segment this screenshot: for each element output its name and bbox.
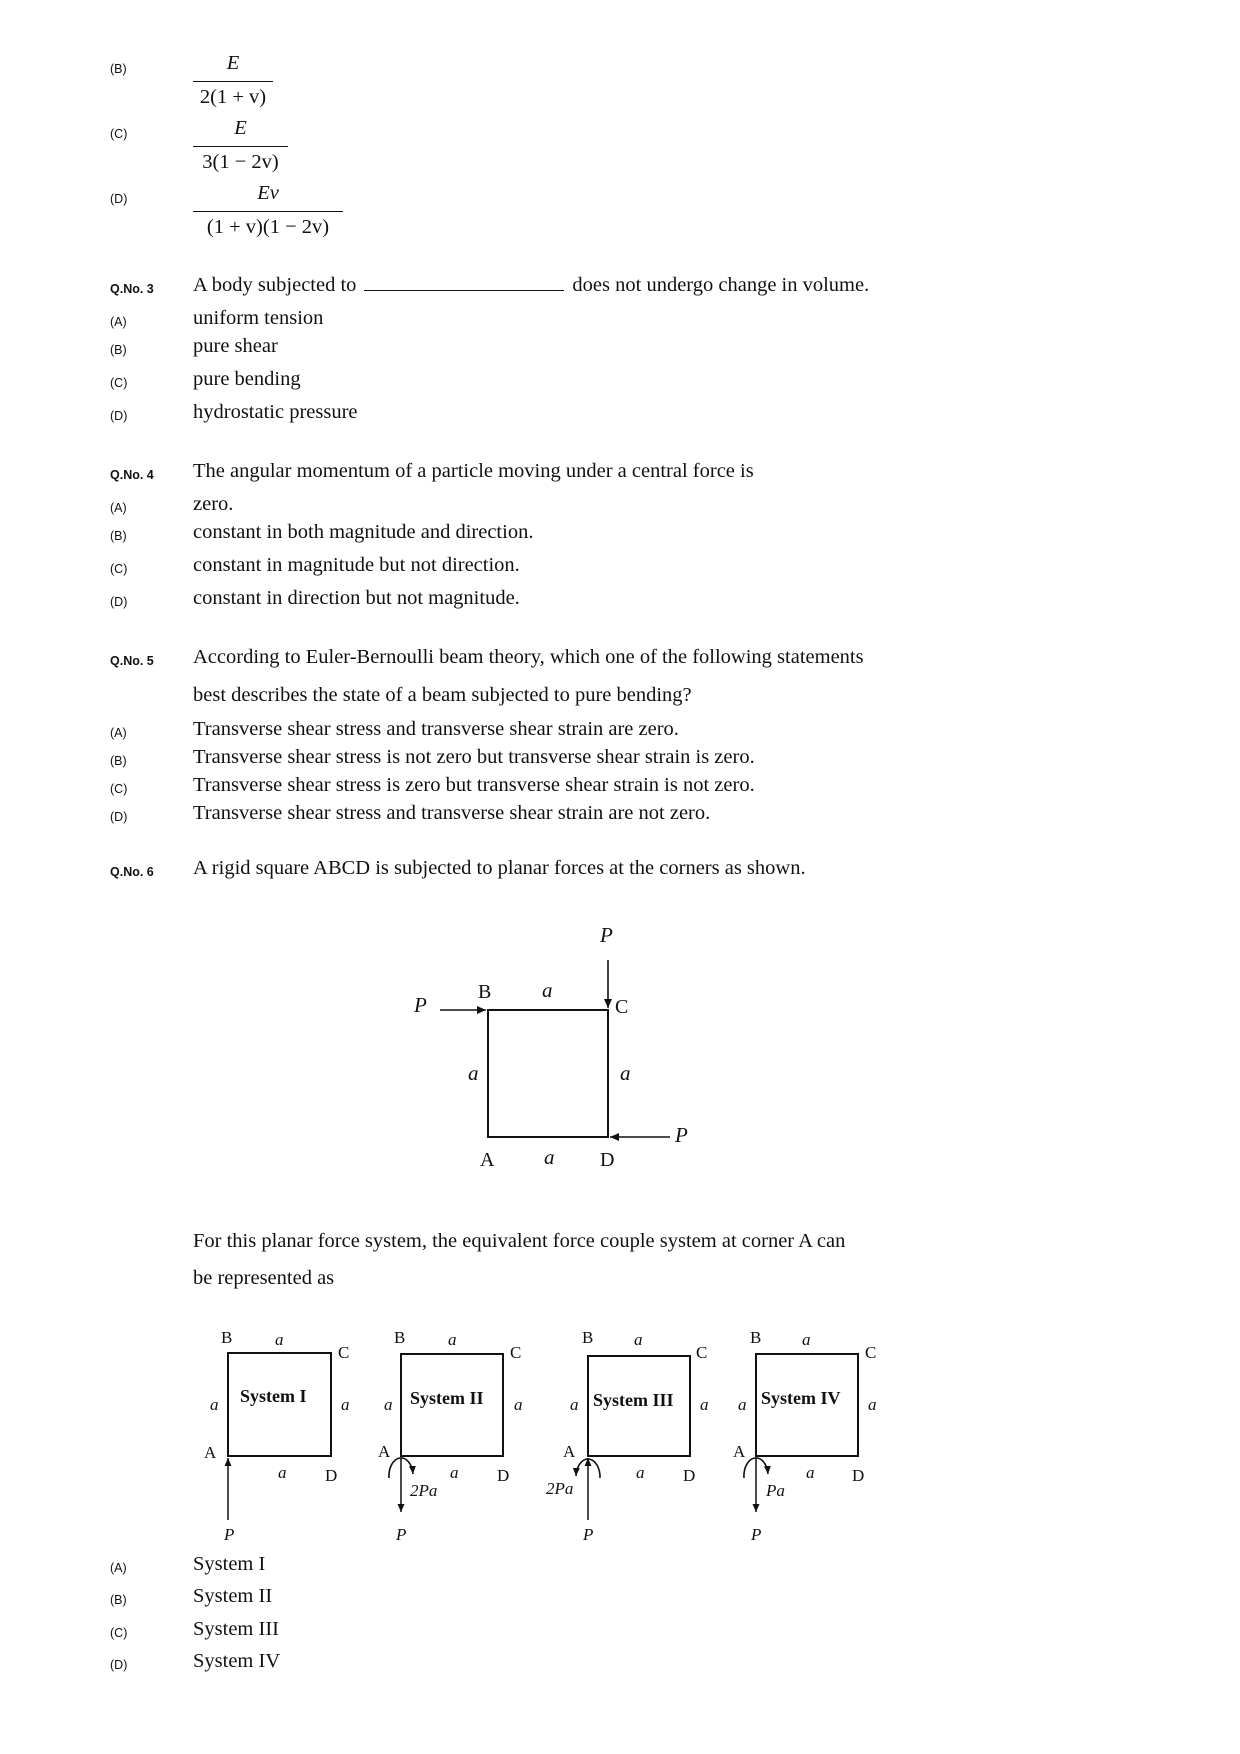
fraction-bar (193, 211, 343, 212)
system-3-title: System III (593, 1390, 674, 1410)
system-2-vertex-b: B (394, 1328, 406, 1347)
q4-option-a-text: zero. (193, 493, 234, 515)
side-label-right: a (620, 1061, 631, 1085)
q5-option-c-label: (C) (110, 782, 128, 796)
system-3-side-bottom: a (636, 1463, 645, 1482)
system-3-vertex-a: A (563, 1442, 576, 1461)
q2-option-c-label: (C) (110, 127, 128, 141)
q2-option-b-label: (B) (110, 62, 127, 76)
q3-question (193, 274, 869, 297)
q5-option-d-label: (D) (110, 810, 128, 824)
q4-option-c-text: constant in magnitude but not direction. (193, 554, 520, 576)
q2-option-c-fraction (193, 117, 288, 174)
vertex-a: A (480, 1149, 495, 1171)
system-4-title: System IV (761, 1388, 841, 1408)
system-2 (378, 1328, 523, 1540)
q3-text-after: does not undergo change in volume. (572, 274, 870, 296)
system-3-force-label: P (583, 1525, 594, 1540)
q6-option-a-text: System I (193, 1553, 266, 1575)
q6-main-figure (400, 915, 720, 1180)
q3-option-d-label: (D) (110, 409, 128, 423)
system-4-side-bottom: a (806, 1463, 815, 1482)
system-4-side-top: a (802, 1330, 811, 1349)
vertex-c: C (615, 996, 629, 1018)
system-2-side-left: a (384, 1395, 393, 1414)
system-4-vertex-b: B (750, 1328, 762, 1347)
system-2-force-label: P (396, 1525, 407, 1540)
system-4-vertex-d: D (852, 1466, 865, 1485)
q3-option-b-label: (B) (110, 343, 127, 357)
vertex-b: B (478, 981, 492, 1003)
q2-b-numerator: E (226, 52, 240, 74)
system-3-vertex-b: B (582, 1328, 594, 1347)
side-label-bottom: a (544, 1145, 555, 1169)
q3-option-a-label: (A) (110, 315, 127, 329)
q6-option-c-label: (C) (110, 1626, 128, 1640)
q6-option-c-text: System III (193, 1618, 279, 1640)
system-4-vertex-a: A (733, 1442, 746, 1461)
q3-option-c-label: (C) (110, 376, 128, 390)
label-p-b: P (414, 993, 427, 1017)
q6-systems-figure (185, 1320, 895, 1540)
q3-option-b-text: pure shear (193, 335, 278, 357)
q6-option-b-label: (B) (110, 1593, 127, 1607)
q6-question: A rigid square ABCD is subjected to planar forces at the corners as shown. (193, 857, 806, 879)
fraction-bar (193, 81, 273, 82)
system-2-side-right: a (514, 1395, 523, 1414)
q4-label: Q.No. 4 (110, 468, 154, 482)
q5-question-line2: best describes the state of a beam subjected to pure bending? (193, 684, 692, 706)
system-1 (204, 1328, 350, 1540)
q2-option-d-fraction (193, 182, 343, 239)
system-1-vertex-d: D (325, 1466, 338, 1485)
fill-in-blank (364, 276, 564, 291)
q4-option-b-label: (B) (110, 529, 127, 543)
q6-label: Q.No. 6 (110, 865, 154, 879)
q3-text-before: A body subjected to (193, 274, 357, 296)
system-4-moment-label: Pa (766, 1481, 785, 1500)
q5-option-c-text: Transverse shear stress is zero but transverse shear strain is not zero. (193, 774, 755, 796)
q6-option-d-text: System IV (193, 1650, 281, 1672)
system-2-title: System II (410, 1388, 484, 1408)
q3-option-c-text: pure bending (193, 368, 301, 390)
q6-option-b-text: System II (193, 1585, 273, 1607)
system-2-moment-label: 2Pa (410, 1481, 438, 1500)
q6-option-d-label: (D) (110, 1658, 128, 1672)
system-4-force-label: P (751, 1525, 762, 1540)
q5-option-a-label: (A) (110, 726, 127, 740)
system-1-force-label: P (224, 1525, 235, 1540)
system-3-side-left: a (570, 1395, 579, 1414)
q2-d-numerator: Ev (257, 182, 279, 204)
system-1-side-right: a (341, 1395, 350, 1414)
q3-label: Q.No. 3 (110, 282, 154, 296)
q2-option-b-fraction (193, 52, 273, 109)
system-3-vertex-d: D (683, 1466, 696, 1485)
fraction-bar (193, 146, 288, 147)
system-2-side-top: a (448, 1330, 457, 1349)
q4-option-d-label: (D) (110, 595, 128, 609)
system-2-vertex-d: D (497, 1466, 510, 1485)
label-p-c: P (600, 923, 613, 947)
q4-option-d-text: constant in direction but not magnitude. (193, 587, 520, 609)
system-1-vertex-c: C (338, 1343, 350, 1362)
q5-option-b-text: Transverse shear stress is not zero but transverse shear strain is zero. (193, 746, 755, 768)
q5-question-line1: According to Euler-Bernoulli beam theory, which one of the following statements (193, 646, 864, 668)
q2-b-denominator: 2(1 + v) (199, 86, 267, 108)
q2-option-d-label: (D) (110, 192, 128, 206)
q5-option-b-label: (B) (110, 754, 127, 768)
q4-question: The angular momentum of a particle moving under a central force is (193, 460, 754, 482)
q2-c-denominator: 3(1 − 2v) (202, 151, 279, 173)
vertex-d: D (600, 1149, 615, 1171)
system-1-vertex-a: A (204, 1443, 217, 1462)
q2-d-denominator: (1 + v)(1 − 2v) (206, 216, 330, 238)
system-4 (733, 1328, 877, 1540)
system-1-side-bottom: a (278, 1463, 287, 1482)
system-1-vertex-b: B (221, 1328, 233, 1347)
q4-option-c-label: (C) (110, 562, 128, 576)
q3-option-d-text: hydrostatic pressure (193, 401, 358, 423)
q2-c-numerator: E (234, 117, 247, 139)
system-4-side-left: a (738, 1395, 747, 1414)
q5-label: Q.No. 5 (110, 654, 154, 668)
q6-para-line1: For this planar force system, the equivalent force couple system at corner A can (193, 1230, 846, 1252)
q6-option-a-label: (A) (110, 1561, 127, 1575)
side-label-left: a (468, 1061, 479, 1085)
q3-option-a-text: uniform tension (193, 307, 324, 329)
system-1-title: System I (240, 1386, 307, 1406)
system-3-vertex-c: C (696, 1343, 708, 1362)
system-3-moment-label: 2Pa (546, 1479, 574, 1498)
square-abcd (488, 1010, 608, 1137)
system-2-vertex-c: C (510, 1343, 522, 1362)
q6-para-line2: be represented as (193, 1267, 335, 1289)
side-label-top: a (542, 978, 553, 1002)
system-3-side-top: a (634, 1330, 643, 1349)
system-2-side-bottom: a (450, 1463, 459, 1482)
system-3 (546, 1328, 709, 1540)
label-p-d: P (675, 1123, 688, 1147)
q4-option-a-label: (A) (110, 501, 127, 515)
q5-option-d-text: Transverse shear stress and transverse shear strain are not zero. (193, 802, 711, 824)
system-4-side-right: a (868, 1395, 877, 1414)
q5-option-a-text: Transverse shear stress and transverse shear strain are zero. (193, 718, 679, 740)
system-2-vertex-a: A (378, 1442, 391, 1461)
system-4-vertex-c: C (865, 1343, 877, 1362)
system-3-side-right: a (700, 1395, 709, 1414)
system-1-side-left: a (210, 1395, 219, 1414)
q4-option-b-text: constant in both magnitude and direction. (193, 521, 534, 543)
system-1-side-top: a (275, 1330, 284, 1349)
